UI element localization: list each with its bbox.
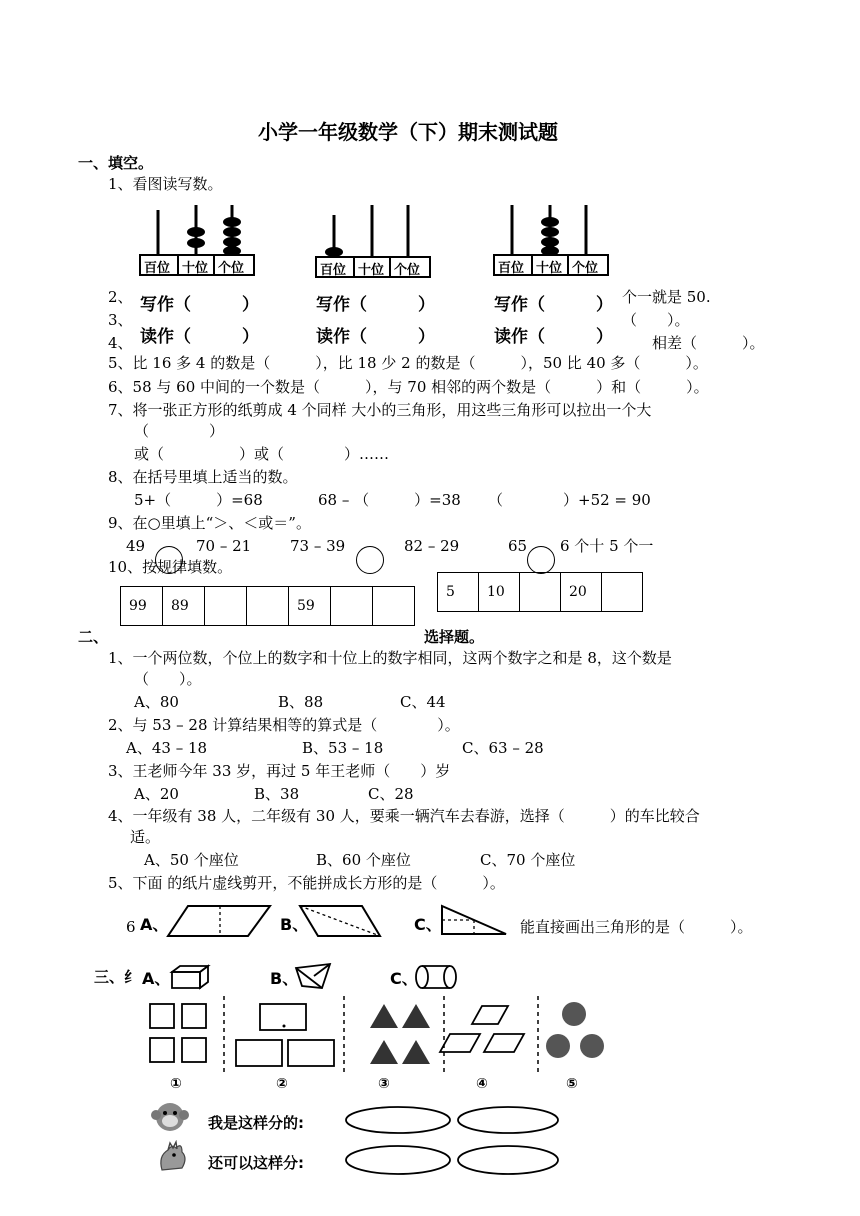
section-3-heading: 三、纟 (94, 968, 140, 986)
question-1-1: 1、看图读写数。 (108, 175, 223, 193)
question-2-4-line-2: 适。 (130, 828, 161, 846)
answer-label-2: 还可以这样分: (208, 1154, 304, 1172)
question-1-5: 5、比 16 多 4 的数是（ ），比 18 少 2 的数是（ ），50 比 40 多（ ）。 (108, 354, 708, 372)
q2-6-option-b-pyramid (292, 960, 336, 994)
q9-item-2-left: 73 – 39 (290, 537, 346, 555)
q2-6-option-a-cuboid (168, 962, 212, 992)
abacus-2-label-ones: 个位 (394, 263, 421, 278)
question-2-1-line-2: （ ）。 (134, 670, 202, 688)
write-label-3: 写作（ ） (494, 290, 619, 315)
abacus-1-label-tens: 十位 (182, 261, 209, 276)
question-2-6-tail: 能直接画出三角形的是（ ）。 (520, 918, 753, 936)
q2-3-option-b[interactable]: B、38 (254, 785, 300, 803)
monkey-mascot-icon (150, 1100, 190, 1134)
q2-2-option-c[interactable]: C、63 – 28 (462, 739, 544, 757)
section-1-heading: 一、填空。 (78, 154, 154, 172)
group-label-3: ③ (378, 1076, 390, 1092)
q2-6-option-c-label[interactable]: C、 (390, 969, 418, 988)
q8-item-3: （ ）+52 = 90 (488, 491, 651, 509)
q2-5-option-a-label[interactable]: A、 (140, 915, 169, 934)
answer-ovals-row-2 (342, 1142, 562, 1178)
answer-oval[interactable] (346, 1107, 450, 1133)
q9-item-3-right: 6 个十 5 个一 (560, 537, 654, 555)
q2-3-option-a[interactable]: A、20 (134, 785, 179, 803)
seq2-cell: 10 (479, 573, 520, 612)
seq2-cell: 5 (438, 573, 479, 612)
answer-label-1: 我是这样分的: (208, 1114, 304, 1132)
section-2-number: 二、 (78, 628, 109, 646)
seq1-cell: 89 (163, 587, 205, 626)
q2-4-option-b[interactable]: B、60 个座位 (316, 851, 411, 869)
seq1-blank-cell[interactable] (247, 587, 289, 626)
question-2-1-line-1: 1、一个两位数，个位上的数字和十位上的数字相同，这两个数字之和是 8，这个数是 (108, 649, 672, 667)
seq1-cell: 59 (289, 587, 331, 626)
seq1-blank-cell[interactable] (373, 587, 415, 626)
answer-oval[interactable] (458, 1107, 558, 1133)
answer-oval[interactable] (458, 1146, 558, 1174)
abacus-3-label-hundreds: 百位 (498, 261, 525, 276)
section-2-heading: 选择题。 (424, 628, 485, 646)
read-label-1: 读作（ ） (140, 322, 273, 347)
question-2-6-number: 6 (126, 918, 136, 936)
seq1-blank-cell[interactable] (205, 587, 247, 626)
question-2-5: 5、下面 的纸片虚线剪开，不能拼成长方形的是（ ）。 (108, 874, 505, 892)
question-1-7-line-2: （ ） (134, 422, 225, 440)
q2-4-option-a[interactable]: A、50 个座位 (144, 851, 239, 869)
compare-circle-2[interactable] (356, 546, 384, 574)
question-1-7-line-1: 7、将一张正方形的纸剪成 4 个同样 大小的三角形，用这些三角形可以拉出一个大 (108, 401, 652, 419)
answer-oval[interactable] (346, 1146, 450, 1174)
q9-item-3-left: 65 (508, 537, 528, 555)
q2-2-option-a[interactable]: A、43 – 18 (126, 739, 208, 757)
seq1-cell: 99 (121, 587, 163, 626)
q2-2-option-b[interactable]: B、53 – 18 (302, 739, 384, 757)
q2-5-option-b-label[interactable]: B、 (280, 915, 309, 934)
abacus-3-label-ones: 个位 (572, 261, 599, 276)
rooster-mascot-icon (152, 1140, 192, 1176)
q2-1-option-c[interactable]: C、44 (400, 693, 446, 711)
seq2-blank-cell[interactable] (602, 573, 643, 612)
seq2-blank-cell[interactable] (520, 573, 561, 612)
question-1-2-number: 2、 (108, 288, 133, 306)
question-1-4-number: 4、 (108, 334, 133, 352)
question-2-3: 3、王老师今年 33 岁，再过 5 年王老师（ ）岁 (108, 762, 451, 780)
q2-3-option-c[interactable]: C、28 (368, 785, 414, 803)
question-1-7-line-3: 或（ ）或（ ）…… (134, 445, 390, 463)
question-1-8: 8、在括号里填上适当的数。 (108, 468, 298, 486)
answer-ovals-row-1 (342, 1104, 562, 1136)
abacus-3-label-tens: 十位 (536, 261, 563, 276)
question-1-3-tail: （ ）。 (622, 311, 690, 329)
q2-6-option-a-label[interactable]: A、 (142, 966, 170, 989)
q2-5-option-a-shape (164, 900, 274, 940)
q8-item-2: 68 – （ ）=38 (318, 491, 461, 509)
question-2-4-line-1: 4、一年级有 38 人，二年级有 30 人，要乘一辆汽车去春游，选择（ ）的车比较合 (108, 807, 700, 825)
group-label-5: ⑤ (566, 1076, 578, 1092)
question-1-6: 6、58 与 60 中间的一个数是（ ），与 70 相邻的两个数是（ ）和（ ）。 (108, 378, 709, 396)
q2-5-option-c-label[interactable]: C、 (414, 915, 442, 934)
question-1-2-tail: 个一就是 50. (622, 288, 711, 306)
abacus-1-label-ones: 个位 (218, 261, 245, 276)
sequence-table-1 (120, 586, 415, 626)
read-label-3: 读作（ ） (494, 322, 619, 347)
group-label-4: ④ (476, 1076, 488, 1092)
question-1-3-number: 3、 (108, 311, 133, 329)
abacus-2-label-hundreds: 百位 (320, 263, 347, 278)
q2-1-option-b[interactable]: B、88 (278, 693, 324, 711)
q2-5-option-b-shape (296, 900, 386, 940)
question-1-9: 9、在○里填上“＞、＜或＝”。 (108, 514, 311, 532)
q9-item-2-right: 82 – 29 (404, 537, 460, 555)
question-2-2: 2、与 53 – 28 计算结果相等的算式是（ ）。 (108, 716, 460, 734)
q9-item-1-left: 49 (126, 537, 146, 555)
seq1-blank-cell[interactable] (331, 587, 373, 626)
q2-4-option-c[interactable]: C、70 个座位 (480, 851, 576, 869)
q2-1-option-a[interactable]: A、80 (134, 693, 179, 711)
abacus-2-label-tens: 十位 (358, 263, 385, 278)
write-label-2: 写作（ ） (316, 290, 449, 315)
q2-6-option-c-cylinder (414, 962, 460, 992)
question-1-4-tail: 相差（ ）。 (652, 334, 765, 352)
question-1-10: 10、按规律填数。 (108, 558, 233, 576)
write-label-1: 写作（ ） (140, 290, 273, 315)
q2-6-option-b-label[interactable]: B、 (270, 969, 299, 988)
abacus-1-label-hundreds: 百位 (144, 261, 171, 276)
page-title: 小学一年级数学（下）期末测试题 (258, 120, 558, 144)
sequence-table-2 (437, 572, 643, 612)
read-label-2: 读作（ ） (316, 322, 449, 347)
q8-item-1: 5+（ ）=68 (134, 491, 263, 509)
q9-item-1-right: 70 – 21 (196, 537, 252, 555)
group-label-2: ② (276, 1076, 288, 1092)
seq2-cell: 20 (561, 573, 602, 612)
group-label-1: ① (170, 1076, 182, 1092)
q2-5-option-c-shape (436, 900, 516, 940)
compare-circle-3[interactable] (527, 546, 555, 574)
